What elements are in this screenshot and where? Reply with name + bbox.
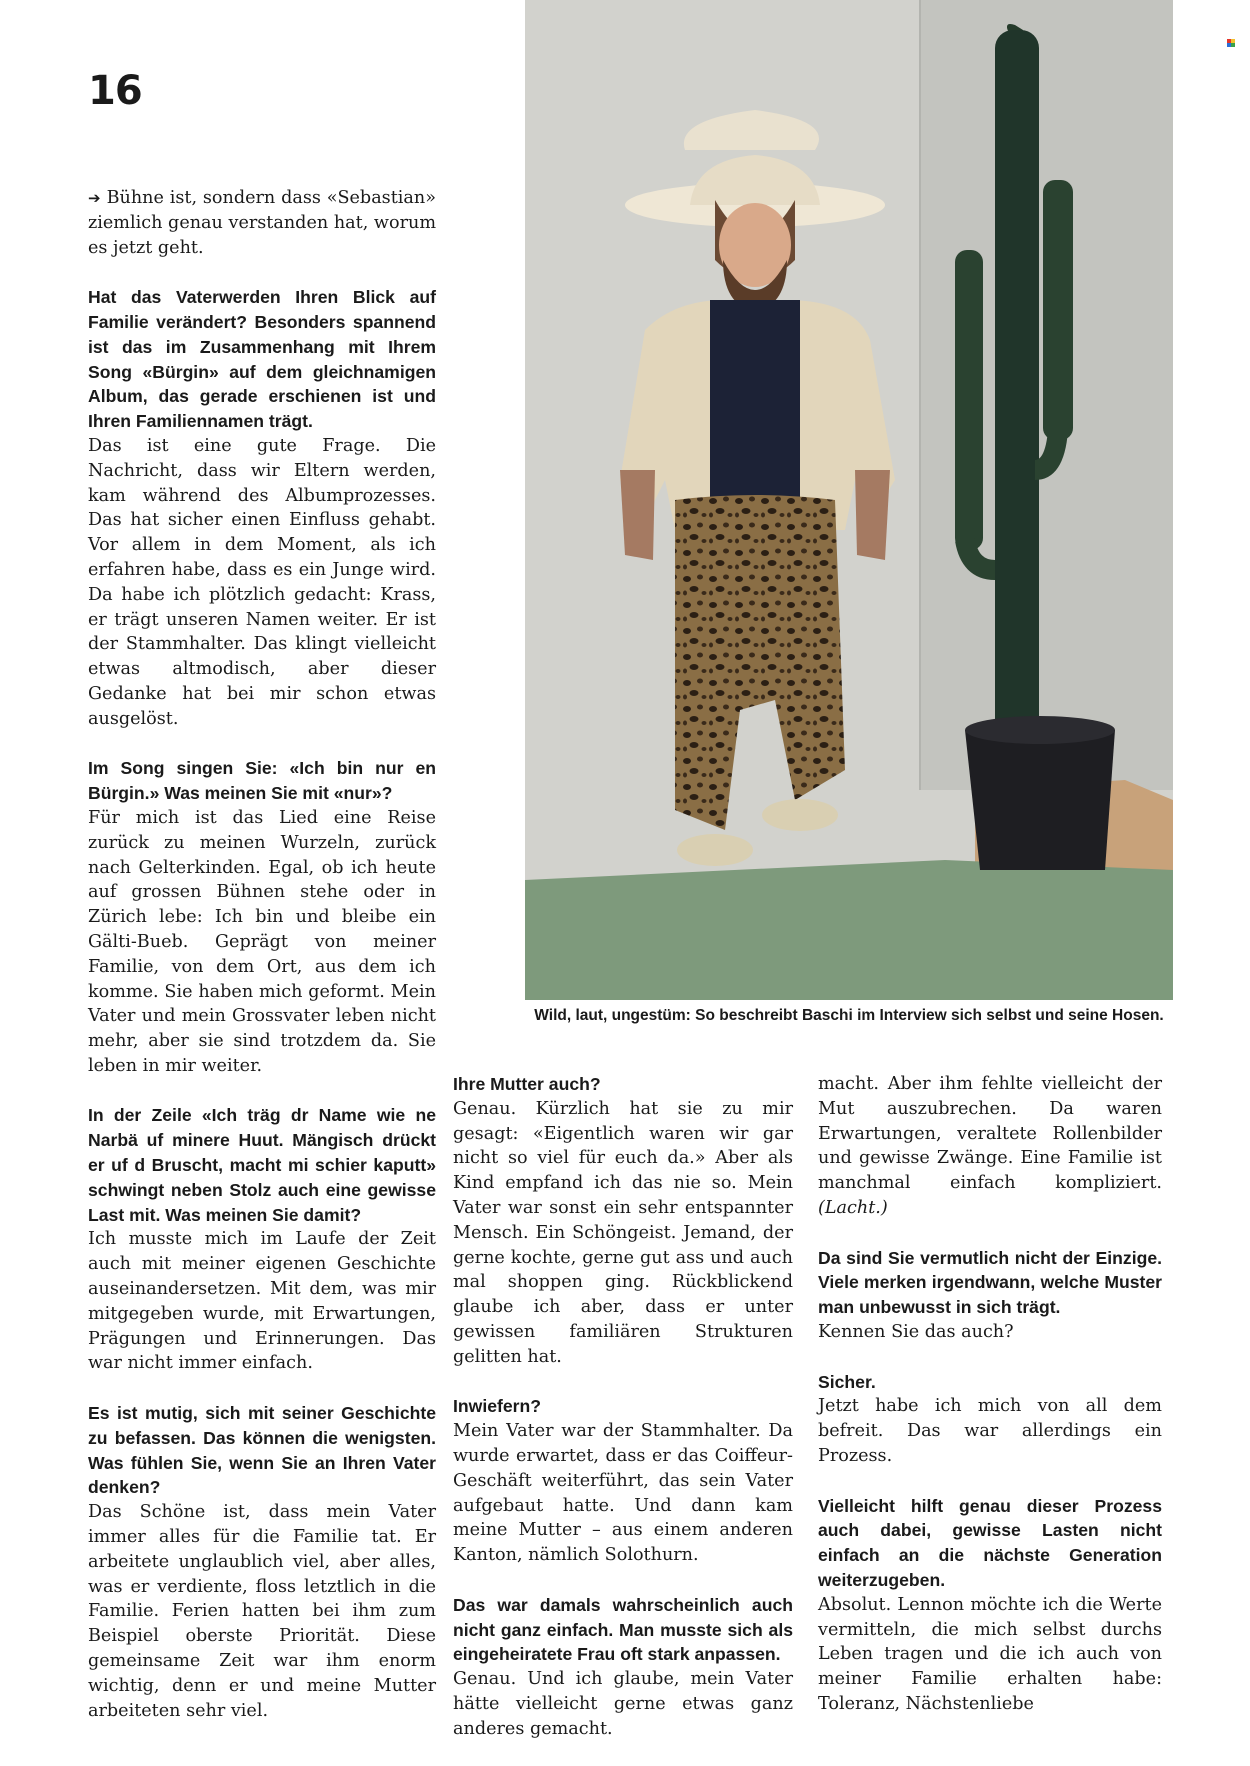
question: Vielleicht hilft genau dieser Prozess auch dabei, gewisse Lasten nicht einfach an die nächste Generation weiterzugeben. [818, 1495, 1162, 1590]
answer: Kennen Sie das auch? [818, 1321, 1014, 1342]
question: Hat das Vaterwerden Ihren Blick auf Familie verändert? Besonders spannend ist das im Zusammenhang mit Ihrem Song «Bürgin» auf dem gleichnamigen Album, das gerade erschienen ist und Ihren Familiennamen trägt. [88, 287, 436, 432]
page-number: 16 [88, 68, 142, 114]
question: Das war damals wahrscheinlich auch nicht ganz einfach. Man musste sich als eingeheiratete Frau oft stark anpassen. [453, 1594, 793, 1665]
answer: Mein Vater war der Stammhalter. Da wurde erwartet, dass er das Coiffeur-Geschäft weiterführt, das sein Vater aufgebaut hatte. Und dann kam meine Mutter – aus einem anderen Kanton, nämlich Solothurn. [453, 1421, 793, 1566]
article-column-2 [453, 1072, 793, 1766]
answer: Das ist eine gute Frage. Die Nachricht, dass wir Eltern werden, kam während des Albumprozesses. Das hat sicher einen Einfluss gehabt. Vor allem in dem Moment, als ich erfahren habe, dass es ein Junge wird. Da habe ich plötzlich gedacht: Krass, er trägt unseren Namen weiter. Er ist der Stammhalter. Das klingt vielleicht etwas altmodisch, aber dieser Gedanke hat bei mir schon etwas ausgelöst. [88, 435, 436, 729]
answer: Das Schöne ist, dass mein Vater immer alles für die Familie tat. Er arbeitete unglaublich viel, aber alles, was er verdiente, floss letztlich in die Familie. Ferien hatten bei ihm zum Beispiel oberste Priorität. Diese gemeinsame Zeit war ihm enorm wichtig, denn er und meine Mutter arbeiteten sehr viel. [88, 1502, 436, 1721]
answer: macht. Aber ihm fehlte vielleicht der Mut auszubrechen. Da waren Erwartungen, veraltete Rollenbilder und gewisse Zwänge. Eine Familie ist manchmal einfach kompliziert. (Lacht.) [818, 1074, 1162, 1218]
question: Es ist mutig, sich mit seiner Geschichte zu befassen. Das können die wenigsten. Was fühlen Sie, wenn Sie an Ihren Vater denken? [88, 1403, 436, 1498]
question: Ihre Mutter auch? [453, 1074, 601, 1094]
answer: Ich musste mich im Laufe der Zeit auch mit meiner eigenen Geschichte auseinandersetzen. Mit dem, was mir mitgegeben wurde, mit Erwartungen, Prägungen und Erinnerungen. Das war nicht immer einfach. [88, 1229, 436, 1374]
continued-paragraph: ➔ Bühne ist, sondern dass «Sebastian» ziemlich genau verstanden hat, worum es jetzt geht. [88, 188, 436, 258]
answer-lead: Sicher. [818, 1371, 876, 1392]
answer: Für mich ist das Lied eine Reise zurück zu meinen Wurzeln, zurück nach Gelterkinden. Egal, ob ich heute auf grossen Bühnen stehe oder in Zürich lebe: Ich bin und bleibe ein Gälti-Bueb. Geprägt von meiner Familie, von dem Ort, aus dem ich komme. Sie haben mich geformt. Mein Vater und mein Grossvater leben nicht mehr, aber sie sind trotzdem da. Sie leben in mir weiter. [88, 807, 436, 1076]
answer: Genau. Und ich glaube, mein Vater hätte vielleicht gerne etwas ganz anderes gemacht. [453, 1669, 793, 1739]
article-column-1 [88, 186, 436, 1748]
question: Inwiefern? [453, 1396, 541, 1417]
question: In der Zeile «Ich träg dr Name wie ne Narbä uf minere Huut. Mängisch drückt er uf d Bruscht, macht mi schier kaputt» schwingt neben Stolz auch eine gewisse Last mit. Was meinen Sie damit? [88, 1105, 436, 1225]
color-registration-mark [1227, 34, 1235, 42]
answer: Absolut. Lennon möchte ich die Werte vermitteln, die mich selbst durchs Leben tragen und die ich auch von meiner Familie erhalten habe: Toleranz, Nächstenliebe [818, 1594, 1162, 1714]
photo-caption: Wild, laut, ungestüm: So beschreibt Baschi im Interview sich selbst und seine Hosen. [534, 1007, 1164, 1024]
question: Im Song singen Sie: «Ich bin nur en Bürgin.» Was meinen Sie mit «nur»? [88, 758, 436, 804]
arrow-right-icon: ➔ [88, 189, 101, 207]
color-registration-icon [1227, 39, 1235, 47]
portrait-illustration [525, 0, 1173, 1000]
answer: Jetzt habe ich mich von all dem befreit. Das war allerdings ein Prozess. [818, 1396, 1162, 1466]
portrait-photo [525, 0, 1173, 1000]
article-column-3 [818, 1072, 1162, 1742]
question: Da sind Sie vermutlich nicht der Einzige. Viele merken irgendwann, welche Muster man unbewusst in sich trägt. [818, 1247, 1162, 1318]
answer: Genau. Kürzlich hat sie zu mir gesagt: «Eigentlich waren wir gar nicht so viel für euch da.» Aber als Kind empfand ich das nie so. Mein Vater war sonst ein sehr entspannter Mensch. Ein Schöngeist. Jemand, der gerne kochte, gerne gut ass und auch mal shoppen ging. Rückblickend glaube ich aber, dass er unter gewissen familiären Strukturen gelitten hat. [453, 1098, 793, 1367]
